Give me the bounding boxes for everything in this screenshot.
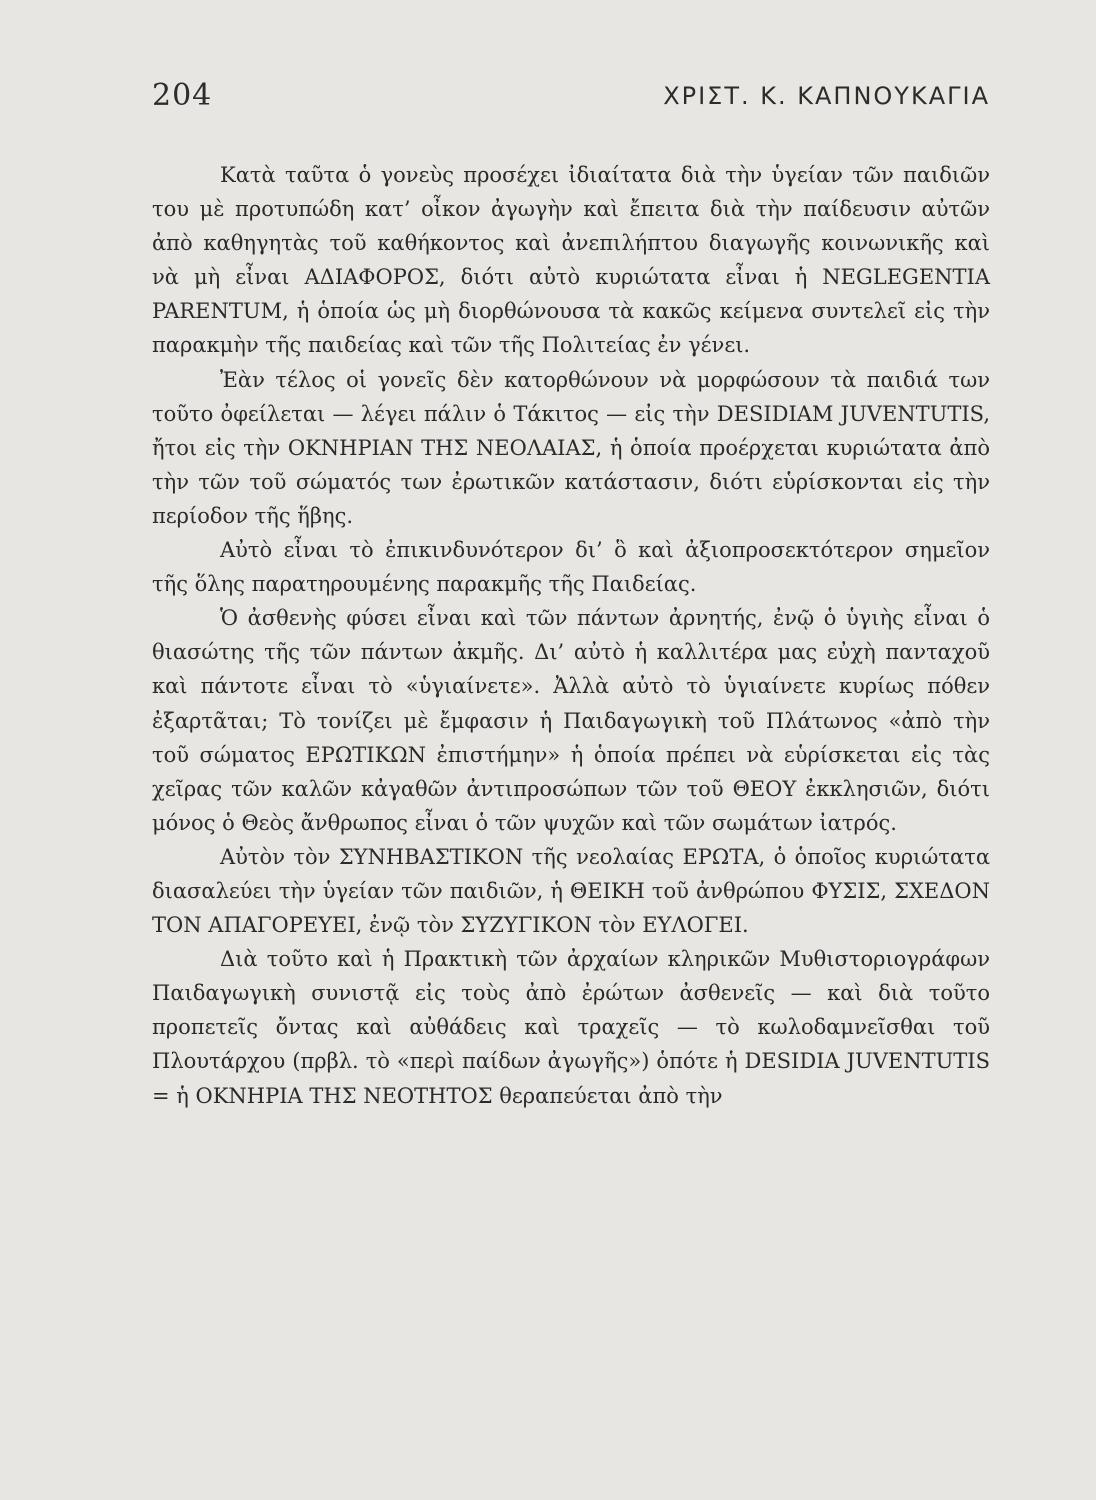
body-text	[152, 158, 990, 1113]
paragraph: Διὰ τοῦτο καὶ ἡ Πρακτικὴ τῶν ἀρχαίων κληρικῶν Μυθιστοριογράφων Παιδαγωγικὴ συνιστᾷ εἰς τοὺς ἀπὸ ἐρώτων ἀσθενεῖς — καὶ διὰ τοῦτο προπετεῖς ὄντας καὶ αὐθάδεις καὶ τραχεῖς — τὸ κωλοδαμνεῖσθαι τοῦ Πλουτάρχου (πρβλ. τὸ «περὶ παίδων ἀγωγῆς») ὁπότε ἡ DESIDIA JUVENTUTIS = ἡ ΟΚΝΗΡΙΑ ΤΗΣ ΝΕΟΤΗΤΟΣ θεραπεύεται ἀπὸ τὴν	[152, 947, 990, 1108]
paragraph: Ὁ ἀσθενὴς φύσει εἶναι καὶ τῶν πάντων ἀρνητής, ἐνῷ ὁ ὑγιὴς εἶναι ὁ θιασώτης τῆς τῶν πάντων ἀκμῆς. Δι’ αὐτὸ ἡ καλλιτέρα μας εὐχὴ πανταχοῦ καὶ πάντοτε εἶναι τὸ «ὑγιαίνετε». Ἀλλὰ αὐτὸ τὸ ὑγιαίνετε κυρίως πόθεν ἐξαρτᾶται; Τὸ τονίζει μὲ ἔμφασιν ἡ Παιδαγωγικὴ τοῦ Πλάτωνος «ἀπὸ τὴν τοῦ σώματος ΕΡΩΤΙΚΩΝ ἐπιστήμην» ἡ ὁποία πρέπει νὰ εὑρίσκεται εἰς τὰς χεῖρας τῶν καλῶν κἀγαθῶν ἀντιπροσώπων τῶν τοῦ ΘΕΟΥ ἐκκλησιῶν, διότι μόνος ὁ Θεὸς ἄνθρωπος εἶναι ὁ τῶν ψυχῶν καὶ τῶν σωμάτων ἰατρός.	[152, 606, 990, 835]
paragraph: Κατὰ ταῦτα ὁ γονεὺς προσέχει ἰδιαίτατα διὰ τὴν ὑγείαν τῶν παιδιῶν του μὲ προτυπώδη κατ’ οἶκον ἀγωγὴν καὶ ἔπειτα διὰ τὴν παίδευσιν αὐτῶν ἀπὸ καθηγητὰς τοῦ καθήκοντος καὶ ἀνεπιλήπτου διαγωγῆς κοινωνικῆς καὶ νὰ μὴ εἶναι ΑΔΙΑΦΟΡΟΣ, διότι αὐτὸ κυριώτατα εἶναι ἡ NEGLEGENTIA PARENTUM, ἡ ὁποία ὡς μὴ διορθώνουσα τὰ κακῶς κείμενα συντελεῖ εἰς τὴν παρακμὴν τῆς παιδείας καὶ τῶν τῆς Πολιτείας ἐν γένει.	[152, 163, 990, 358]
page-header	[152, 78, 990, 122]
paragraph: Αὐτὸ εἶναι τὸ ἐπικινδυνότερον δι’ ὃ καὶ ἀξιοπροσεκτότερον σημεῖον τῆς ὅλης παρατηρουμένης παρακμῆς τῆς Παιδείας.	[152, 538, 990, 597]
paragraph: Ἐὰν τέλος οἱ γονεῖς δὲν κατορθώνουν νὰ μορφώσουν τὰ παιδιά των τοῦτο ὀφείλεται — λέγει πάλιν ὁ Τάκιτος — εἰς τὴν DESIDIAM JUVENTUTIS, ἤτοι εἰς τὴν ΟΚΝΗΡΙΑΝ ΤΗΣ ΝΕΟΛΑΙΑΣ, ἡ ὁποία προέρχεται κυριώτατα ἀπὸ τὴν τῶν τοῦ σώματός των ἐρωτικῶν κατάστασιν, διότι εὑρίσκονται εἰς τὴν περίοδον τῆς ἥβης.	[152, 367, 990, 528]
paragraph: Αὐτὸν τὸν ΣΥΝΗΒΑΣΤΙΚΟΝ τῆς νεολαίας ΕΡΩΤΑ, ὁ ὁποῖος κυριώτατα διασαλεύει τὴν ὑγείαν τῶν παιδιῶν, ἡ ΘΕΙΚΗ τοῦ ἀνθρώπου ΦΥΣΙΣ, ΣΧΕΔΟΝ ΤΟΝ ΑΠΑΓΟΡΕΥΕΙ, ἐνῷ τὸν ΣΥΖΥΓΙΚΟΝ τὸν ΕΥΛΟΓΕΙ.	[152, 844, 990, 938]
running-head: ΧΡΙΣΤ. Κ. ΚΑΠΝΟΥΚΑΓΙΑ	[663, 82, 990, 110]
page-number: 204	[152, 78, 213, 113]
